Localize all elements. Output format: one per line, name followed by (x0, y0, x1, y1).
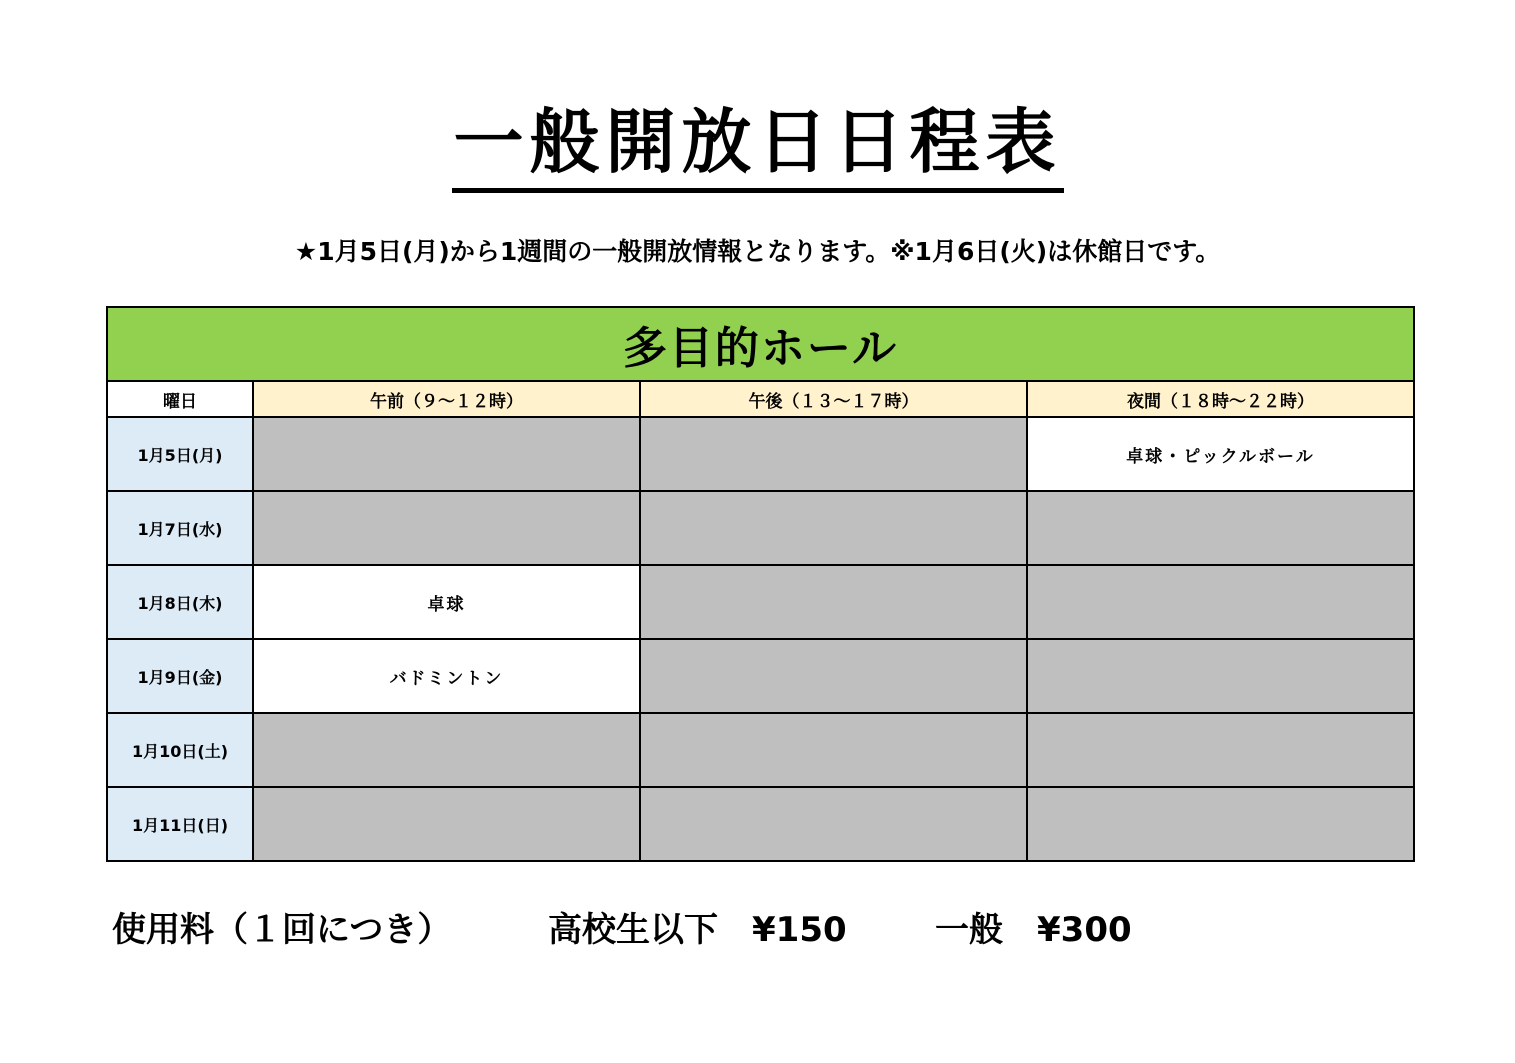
afternoon-cell (640, 639, 1027, 713)
night-cell (1027, 639, 1414, 713)
column-header-day: 曜日 (107, 381, 253, 417)
column-header-night: 夜間（１８時～２２時） (1027, 381, 1414, 417)
afternoon-cell (640, 491, 1027, 565)
morning-cell: 卓球 (253, 565, 640, 639)
column-header-afternoon: 午後（１３～１７時） (640, 381, 1027, 417)
hall-header-row (107, 307, 1414, 381)
column-header-row (107, 381, 1414, 417)
day-cell: 1月11日(日) (107, 787, 253, 861)
morning-cell (253, 417, 640, 491)
day-cell: 1月7日(水) (107, 491, 253, 565)
table-row (107, 639, 1414, 713)
day-cell: 1月8日(木) (107, 565, 253, 639)
fee-student: 高校生以下 ¥150 (548, 910, 847, 950)
night-cell (1027, 491, 1414, 565)
afternoon-cell (640, 787, 1027, 861)
table-row (107, 491, 1414, 565)
day-cell: 1月9日(金) (107, 639, 253, 713)
day-cell: 1月5日(月) (107, 417, 253, 491)
fee-label: 使用料（１回につき） (112, 910, 452, 950)
morning-cell: バドミントン (253, 639, 640, 713)
schedule-table (106, 306, 1415, 862)
table-row (107, 787, 1414, 861)
page-title: 一般開放日日程表 (452, 96, 1064, 193)
fee-general: 一般 ¥300 (935, 910, 1132, 950)
table-row (107, 565, 1414, 639)
afternoon-cell (640, 713, 1027, 787)
column-header-morning: 午前（９～１２時） (253, 381, 640, 417)
afternoon-cell (640, 417, 1027, 491)
afternoon-cell (640, 565, 1027, 639)
morning-cell (253, 713, 640, 787)
night-cell: 卓球・ピックルボール (1027, 417, 1414, 491)
page-title-wrap (0, 96, 1515, 193)
hall-name: 多目的ホール (107, 307, 1414, 381)
night-cell (1027, 713, 1414, 787)
night-cell (1027, 565, 1414, 639)
night-cell (1027, 787, 1414, 861)
day-cell: 1月10日(土) (107, 713, 253, 787)
notice-text: ★1月5日(月)から1週間の一般開放情報となります。※1月6日(火)は休館日です。 (294, 237, 1221, 266)
morning-cell (253, 491, 640, 565)
table-row (107, 417, 1414, 491)
table-row (107, 713, 1414, 787)
morning-cell (253, 787, 640, 861)
